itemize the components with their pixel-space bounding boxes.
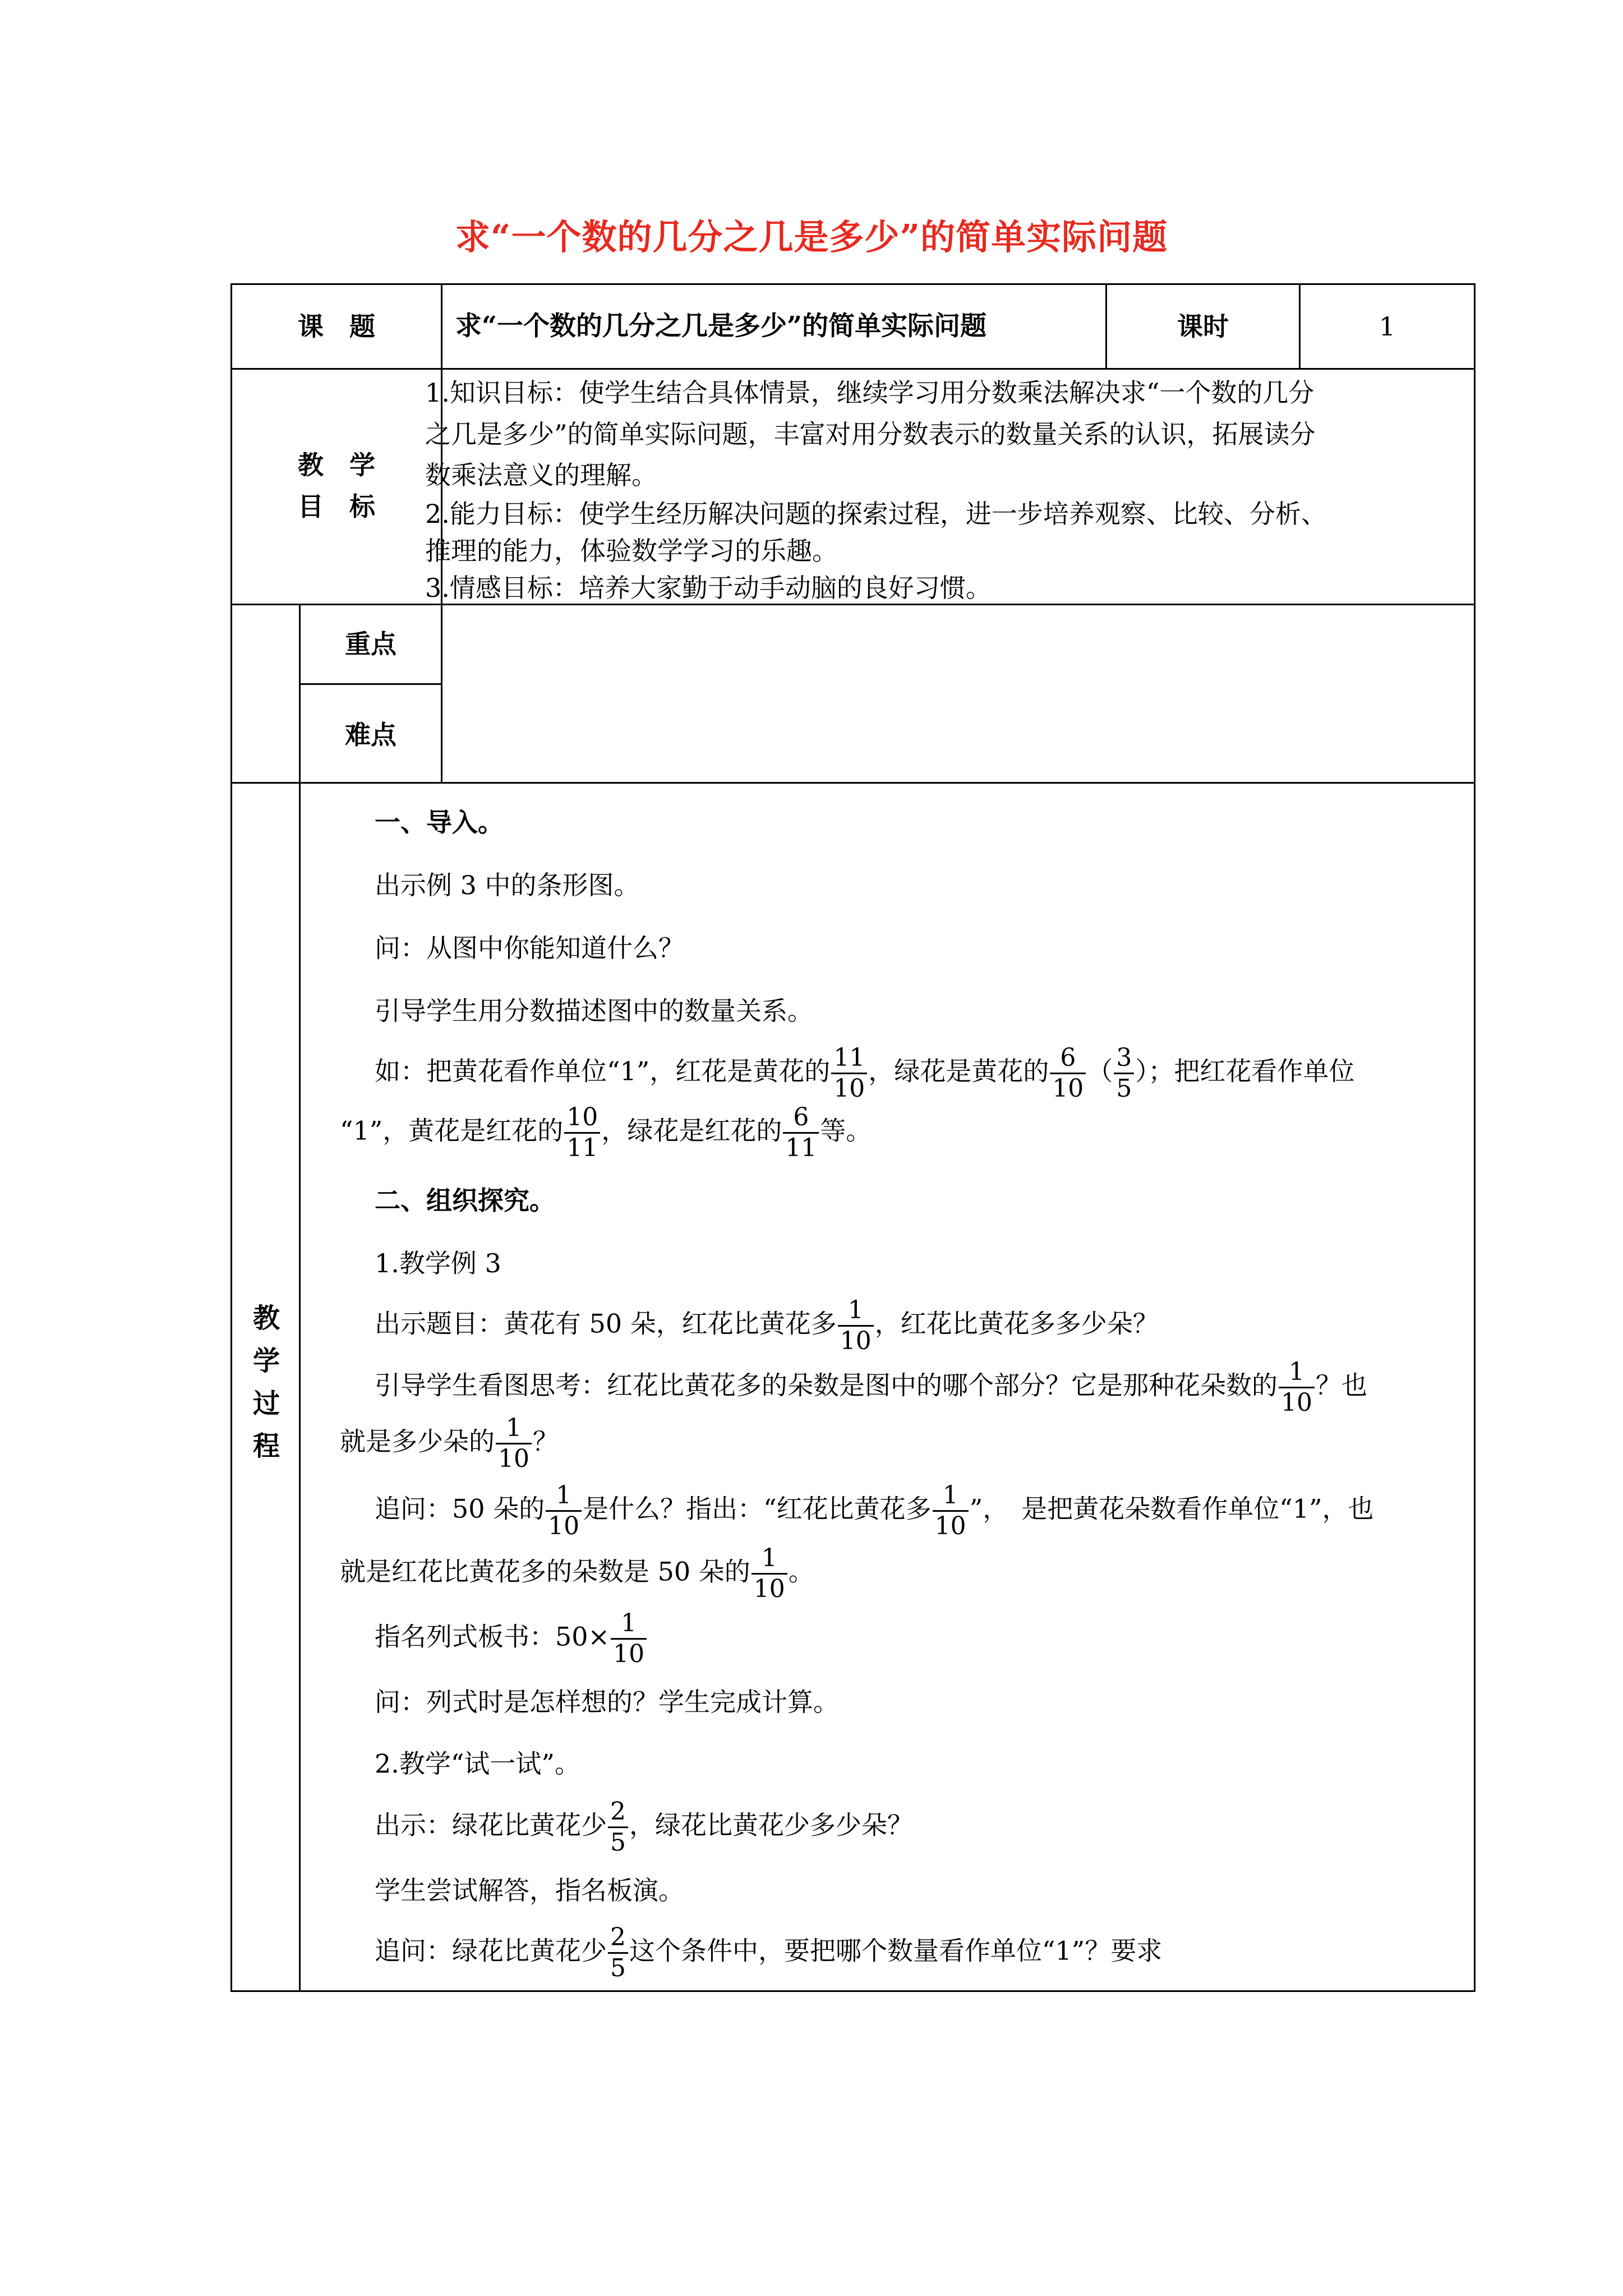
fraction [608, 1797, 628, 1857]
fraction-numerator: 2 [610, 1797, 626, 1826]
paragraph: 1.教学例 3 [375, 1248, 501, 1278]
text-run: 追问：50 朵的 [375, 1493, 545, 1524]
fraction-numerator: 3 [1116, 1043, 1132, 1072]
key-points-label: 重点 [345, 629, 396, 659]
fraction-numerator: 11 [833, 1043, 865, 1072]
text-run: 追问：绿花比黄花少 [375, 1935, 607, 1966]
text-run: 就是多少朵的 [340, 1426, 495, 1457]
fraction [933, 1481, 969, 1541]
paragraph-with-fractions [375, 1296, 1159, 1356]
fraction-numerator: 1 [761, 1544, 777, 1572]
fraction [1050, 1043, 1086, 1103]
text-run: 如：把黄花看作单位“1”，红花是黄花的 [375, 1056, 831, 1087]
text-run: 出示题目：黄花有 50 朵，红花比黄花多 [375, 1308, 837, 1339]
objectives-label [232, 444, 441, 527]
row-divider [299, 683, 442, 685]
process-label-char: 程 [252, 1430, 280, 1462]
text-run: 是什么？指出：“红花比黄花多 [583, 1493, 932, 1524]
table-border-left [230, 283, 232, 1992]
fraction [751, 1544, 787, 1604]
table-border-bottom [230, 1990, 1476, 1992]
text-run: 就是红花比黄花多的朵数是 50 朵的 [340, 1556, 750, 1587]
fraction-denominator: 10 [611, 1638, 647, 1669]
paragraph-with-fractions [375, 1043, 1354, 1103]
text-run: ，红花比黄花多多少朵？ [874, 1308, 1159, 1339]
fraction [831, 1043, 867, 1103]
fraction-denominator: 10 [1279, 1387, 1315, 1418]
fraction [496, 1414, 532, 1474]
fraction-denominator: 10 [1050, 1073, 1086, 1103]
difficulties-label: 难点 [345, 720, 396, 750]
objective-line: 3.情感目标：培养大家勤于动手动脑的良好习惯。 [425, 573, 992, 603]
fraction-numerator: 1 [556, 1481, 572, 1510]
text-run: 这个条件中，要把哪个数量看作单位“1”？要求 [629, 1935, 1163, 1966]
fraction-numerator: 6 [793, 1103, 809, 1131]
objective-line: 数乘法意义的理解。 [425, 460, 657, 490]
objective-line: 1.知识目标：使学生结合具体情景，继续学习用分数乘法解决求“一个数的几分 [425, 378, 1315, 408]
objectives-text [425, 372, 1474, 606]
paragraph-with-fractions [375, 1358, 1367, 1418]
fraction-numerator: 1 [847, 1296, 864, 1324]
paragraph: 学生尝试解答，指名板演。 [375, 1875, 684, 1906]
fraction-denominator: 5 [608, 1952, 628, 1983]
page-title: 求“一个数的几分之几是多少”的简单实际问题 [455, 217, 1168, 257]
text-run: ，绿花比黄花少多少朵？ [629, 1810, 913, 1841]
paragraph-with-fractions [340, 1103, 872, 1163]
fraction-denominator: 10 [546, 1510, 582, 1541]
text-run: ？ [533, 1426, 559, 1457]
paragraph: 问：从图中你能知道什么？ [375, 933, 684, 963]
fraction [546, 1481, 582, 1541]
process-label-char: 过 [252, 1388, 280, 1419]
objectives-label-line2: 目 标 [298, 491, 375, 522]
fraction [783, 1103, 819, 1163]
fraction-numerator: 10 [566, 1103, 598, 1131]
row-divider [230, 782, 1476, 784]
fraction-denominator: 10 [831, 1073, 867, 1103]
fraction-denominator: 10 [496, 1443, 532, 1474]
fraction-numerator: 2 [610, 1923, 626, 1952]
hours-value: 1 [1378, 311, 1396, 342]
fraction [838, 1296, 874, 1356]
text-run: （ [1087, 1056, 1113, 1087]
paragraph: 问：列式时是怎样想的？学生完成计算。 [375, 1687, 839, 1717]
text-run: 引导学生看图思考：红花比黄花多的朵数是图中的哪个部分？它是那种花朵数的 [375, 1370, 1278, 1401]
fraction [611, 1609, 647, 1669]
fraction-denominator: 5 [1114, 1073, 1134, 1103]
text-run: ，绿花是红花的 [601, 1115, 782, 1146]
fraction-denominator: 11 [783, 1132, 819, 1163]
process-label-char: 教 [252, 1303, 280, 1334]
text-run: “1”，黄花是红花的 [340, 1115, 564, 1146]
paragraph-with-fractions [375, 1609, 648, 1669]
section-heading: 一、导入。 [375, 807, 504, 838]
row-divider [230, 368, 1476, 370]
fraction [564, 1103, 600, 1163]
fraction-denominator: 5 [608, 1826, 628, 1857]
paragraph-with-fractions [375, 1923, 1162, 1983]
table-border-right [1474, 283, 1476, 1992]
paragraph-with-fractions [375, 1797, 913, 1857]
objective-line: 之几是多少”的简单实际问题，丰富对用分数表示的数量关系的认识，拓展读分 [425, 419, 1316, 449]
fraction [1279, 1358, 1315, 1418]
text-run: 。 [788, 1556, 814, 1587]
fraction [1114, 1043, 1134, 1103]
process-label-char: 学 [252, 1345, 280, 1377]
fraction-denominator: 10 [751, 1573, 787, 1604]
objectives-label-line1: 教 学 [298, 450, 375, 480]
fraction-denominator: 10 [838, 1325, 874, 1356]
objective-line: 推理的能力，体验数学学习的乐趣。 [425, 536, 838, 566]
process-label [233, 1297, 300, 1467]
fraction-numerator: 6 [1060, 1043, 1076, 1072]
paragraph-with-fractions [375, 1481, 1374, 1541]
topic-value: 求“一个数的几分之几是多少”的简单实际问题 [455, 311, 987, 342]
paragraph: 引导学生用分数描述图中的数量关系。 [375, 996, 813, 1026]
topic-label: 课 题 [298, 311, 375, 342]
fraction [608, 1923, 628, 1983]
text-run: ”， 是把黄花朵数看作单位“1”，也 [969, 1493, 1374, 1524]
fraction-denominator: 10 [933, 1510, 969, 1541]
fraction-denominator: 11 [564, 1132, 600, 1163]
hours-label: 课时 [1177, 311, 1229, 342]
table-border-top [230, 283, 1476, 285]
text-run: ，绿花是黄花的 [868, 1056, 1049, 1087]
fraction-numerator: 1 [942, 1481, 958, 1510]
paragraph-with-fractions [340, 1414, 559, 1474]
text-run: 等。 [820, 1115, 872, 1146]
fraction-numerator: 1 [1289, 1358, 1304, 1386]
text-run: ）；把红花看作单位 [1135, 1056, 1355, 1087]
fraction-numerator: 1 [506, 1414, 522, 1442]
section-heading: 二、组织探究。 [375, 1185, 555, 1216]
text-run: 出示：绿花比黄花少 [375, 1810, 607, 1841]
paragraph: 出示例 3 中的条形图。 [375, 870, 640, 900]
paragraph-with-fractions [340, 1544, 814, 1604]
text-run: ？也 [1316, 1370, 1367, 1401]
objective-line: 2.能力目标：使学生经历解决问题的探索过程，进一步培养观察、比较、分析、 [425, 499, 1327, 529]
paragraph: 2.教学“试一试”。 [375, 1749, 580, 1779]
fraction-numerator: 1 [621, 1609, 637, 1637]
text-run: 指名列式板书：50× [375, 1621, 610, 1652]
